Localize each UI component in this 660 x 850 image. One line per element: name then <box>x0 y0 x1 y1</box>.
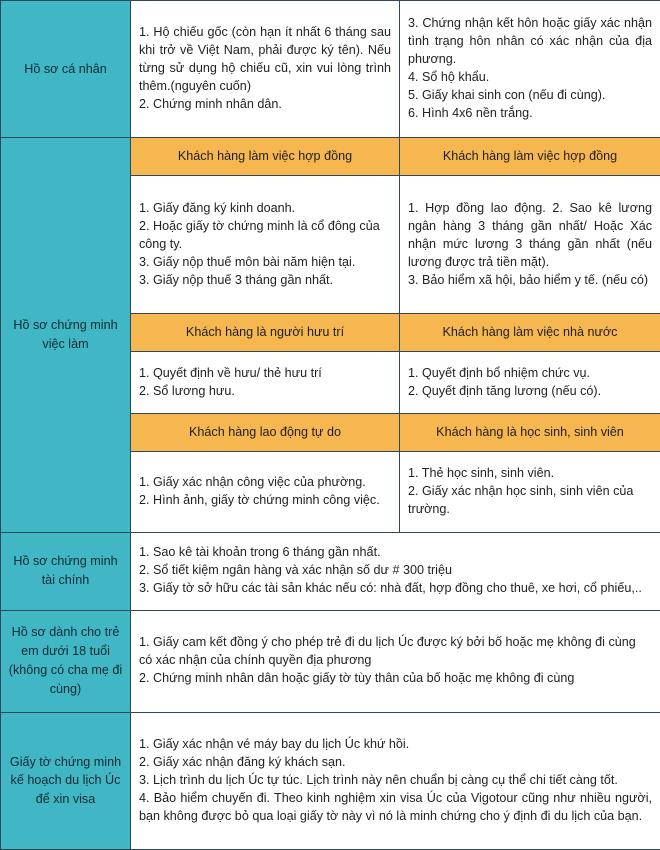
subheader-student: Khách hàng là học sinh, sinh viên <box>400 414 660 452</box>
row-employment-header-1 <box>1 138 660 176</box>
list-item: 2. Giấy xác nhận học sinh, sinh viên của trường. <box>408 484 634 516</box>
list-item: 1. Quyết định bổ nhiệm chức vụ. <box>408 366 591 381</box>
list-item: 4. Sổ hộ khẩu. <box>408 70 490 85</box>
state-docs <box>400 352 660 414</box>
row-label-minor: Hồ sơ dành cho trẻ em dưới 18 tuổi (không có cha mẹ đi cùng) <box>1 610 131 712</box>
freelance-docs <box>131 452 400 532</box>
list-item: 1. Giấy đăng ký kinh doanh. <box>139 201 296 216</box>
row-minor <box>1 610 660 712</box>
list-item: 2. Sổ lương hưu. <box>139 383 235 398</box>
list-item: 2. Hoặc giấy tờ chứng minh là cổ đông của công ty. <box>139 218 380 251</box>
list-item: 3. Lịch trình du lịch Úc tự túc. Lịch trình này nên chuẩn bị càng cụ thể chi tiết càng tốt. <box>139 772 618 787</box>
list-item: 1. Hợp đồng lao động. 2. Sao kê lương ngân hàng 3 tháng gần nhất/ Hoặc Xác nhận mức lương 3 tháng gần nhất (nếu lương được trả tiền mặt). <box>408 201 652 269</box>
list-item: 3. Giấy nộp thuế môn bài năm hiện tại. <box>139 254 356 269</box>
list-item: 1. Thẻ học sinh, sinh viên. <box>408 466 555 481</box>
subheader-state: Khách hàng làm việc nhà nước <box>400 314 660 352</box>
student-docs <box>400 452 660 532</box>
contract-docs-right <box>400 176 660 314</box>
list-item: 3. Giấy nộp thuế 3 tháng gần nhất. <box>139 272 333 287</box>
list-item: 2. Sổ tiết kiệm ngân hàng và xác nhận số dư # 300 triệu <box>139 563 452 578</box>
travel-docs <box>131 712 660 849</box>
list-item: 6. Hình 4x6 nền trắng. <box>408 105 533 120</box>
subheader-contract-left: Khách hàng làm việc hợp đồng <box>131 138 400 176</box>
list-item: 2. Quyết định tăng lương (nếu có). <box>408 383 602 398</box>
list-item: 5. Giấy khai sinh con (nếu đi cùng). <box>408 87 606 102</box>
list-item: 2. Hình ảnh, giấy tờ chứng minh công việc. <box>139 493 380 508</box>
minor-docs <box>131 610 660 712</box>
list-item: 3. Giấy tờ sở hữu các tài sản khác nếu có: nhà đất, hợp đồng cho thuê, xe hơi, cổ phiếu,.. <box>139 581 642 596</box>
list-item: 1. Giấy xác nhận vé máy bay du lịch Úc khứ hồi. <box>139 737 410 752</box>
list-item: 2. Giấy xác nhận đăng ký khách sạn. <box>139 755 346 770</box>
list-item: 2. Chứng minh nhân dân hoặc giấy tờ tùy thân của bố hoặc mẹ không đi cùng <box>139 671 575 686</box>
list-item: 3. Bảo hiểm xã hội, bảo hiểm y tế. (nếu có) <box>408 272 649 287</box>
personal-docs-left <box>131 1 400 138</box>
row-travel <box>1 712 660 849</box>
list-item: 1. Sao kê tài khoản trong 6 tháng gần nhất. <box>139 545 381 560</box>
list-item: 3. Chứng nhận kết hôn hoặc giấy xác nhận tình trạng hôn nhân có xác nhận của địa phương. <box>408 16 652 67</box>
subheader-contract-right: Khách hàng làm việc hợp đồng <box>400 138 660 176</box>
contract-docs-left <box>131 176 400 314</box>
row-label-travel: Giấy tờ chứng minh kế hoạch du lịch Úc để xin visa <box>1 712 131 849</box>
list-item: 2. Chứng minh nhân dân. <box>139 96 282 111</box>
list-item: 1. Giấy cam kết đồng ý cho phép trẻ đi du lịch Úc được ký bởi bố hoặc mẹ không đi cùng có xác nhận của chính quyền địa phương <box>139 635 636 668</box>
list-item: 1. Hộ chiếu gốc (còn hạn ít nhất 6 tháng sau khi trở về Việt Nam, phải được ký tên). Nếu từng sử dụng hộ chiếu cũ, xin vui lòng trình thêm.(nguyên cuốn) <box>139 25 391 94</box>
subheader-retired: Khách hàng là người hưu trí <box>131 314 400 352</box>
list-item: 1. Quyết định về hưu/ thẻ hưu trí <box>139 366 322 381</box>
row-label-personal: Hồ sơ cá nhân <box>1 1 131 138</box>
row-label-employment: Hồ sơ chứng minh việc làm <box>1 138 131 532</box>
finance-docs <box>131 532 660 610</box>
personal-docs-right <box>400 1 660 138</box>
row-finance <box>1 532 660 610</box>
retired-docs <box>131 352 400 414</box>
subheader-freelance: Khách hàng lao động tự do <box>131 414 400 452</box>
row-personal <box>1 1 660 138</box>
row-label-finance: Hồ sơ chứng minh tài chính <box>1 532 131 610</box>
list-item: 1. Giấy xác nhận công việc của phường. <box>139 475 366 490</box>
list-item: 4. Bảo hiểm chuyến đi. Theo kinh nghiệm xin visa Úc của Vigotour cũng như nhiều người, bạn không được bỏ qua loại giấy tờ này vì nó là minh chứng cho ý định đi du lịch của bạn. <box>139 790 652 823</box>
